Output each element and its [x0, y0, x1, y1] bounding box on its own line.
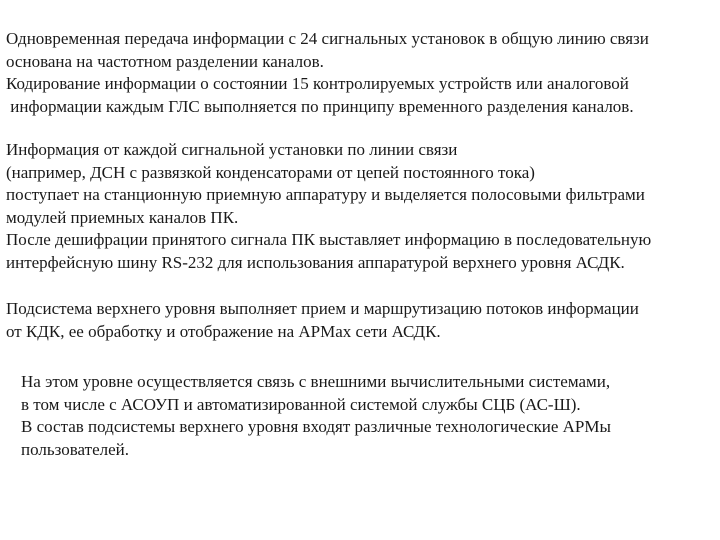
text-line: (например, ДСН с развязкой конденсаторами от цепей постоянного тока) [6, 162, 535, 182]
text-line: В состав подсистемы верхнего уровня входят различные технологические АРМы [21, 417, 611, 436]
text-line: информации каждым ГЛС выполняется по принципу временного разделения каналов. [6, 96, 634, 116]
text-line: Кодирование информации о состоянии 15 контролируемых устройств или аналоговой [6, 74, 629, 93]
text-line: основана на частотном разделении каналов. [6, 51, 324, 71]
text-line: интерфейсную шину RS-232 для использования аппаратурой верхнего уровня АСДК. [6, 252, 625, 272]
text-line: Подсистема верхнего уровня выполняет прием и маршрутизацию потоков информации [6, 299, 639, 318]
text-line: поступает на станционную приемную аппаратуру и выделяется полосовыми фильтрами [6, 185, 645, 204]
text-line: пользователей. [21, 439, 129, 459]
paragraph-signal-reception [6, 139, 651, 274]
text-line: в том числе с АСОУП и автоматизированной системой службы СЦБ (АС-Ш). [21, 394, 581, 414]
text-line: Одновременная передача информации с 24 сигнальных установок в общую линию связи [6, 29, 649, 48]
text-line: модулей приемных каналов ПК. [6, 207, 239, 227]
text-line: от КДК, ее обработку и отображение на АРМах сети АСДК. [6, 321, 441, 341]
paragraph-external-systems [21, 371, 611, 461]
text-line: Информация от каждой сигнальной установки по линии связи [6, 140, 458, 159]
text-line: На этом уровне осуществляется связь с внешними вычислительными системами, [21, 372, 611, 391]
paragraph-frequency-division [6, 28, 649, 118]
text-line: После дешифрации принятого сигнала ПК выставляет информацию в последовательную [6, 230, 652, 249]
paragraph-upper-level-subsystem [6, 298, 639, 343]
